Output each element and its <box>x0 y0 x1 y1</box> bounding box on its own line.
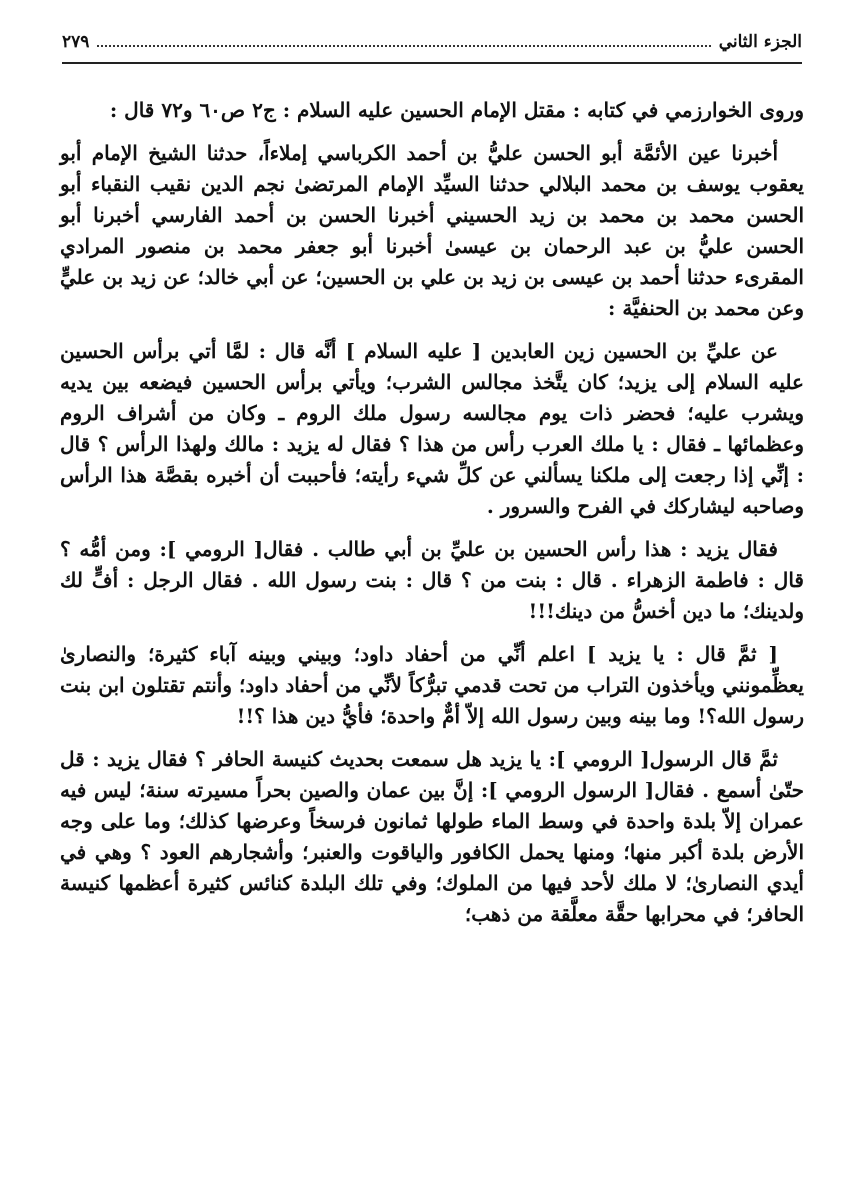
page-header <box>62 22 802 64</box>
paragraph-dialogue: فقال يزيد : هذا رأس الحسين بن عليِّ بن أبي طالب . فقال[ الرومي ]: ومن أمُّه ؟ قال : فاطمة الزهراء . قال : بنت من ؟ قال : بنت رسول الله . فقال الرجل : أفٍّ لك ولدينك؛ ما دين أخسُّ من دينك!!! <box>60 537 804 623</box>
page-number: ٢٧٩ <box>62 32 90 52</box>
volume-title: الجزء الثاني <box>718 32 802 52</box>
paragraph-roman-speech: [ ثمَّ قال : يا يزيد ] اعلم أنِّي من أحفاد داود؛ وبيني وبينه آباء كثيرة؛ والنصارىٰ يعظِّمونني ويأخذون التراب من تحت قدمي تبرُّكاً لأنِّي من أحفاد داود؛ وأنتم تقتلون ابن بنت رسول الله؟! وما بينه وبين رسول الله إلاّ أمٌّ واحدة؛ فأيُّ دين هذا ؟!! <box>60 642 804 728</box>
paragraph-church-story: ثمَّ قال الرسول[ الرومي ]: يا يزيد هل سمعت بحديث كنيسة الحافر ؟ فقال يزيد : قل حتّىٰ أسمع . فقال[ الرسول الرومي ]: إنَّ بين عمان والصين بحراً مسيرته سنة؛ ليس فيه عمران إلاّ بلدة واحدة في وسط الماء طولها ثمانون فرسخاً وعرضها كذلك؛ وما على وجه الأرض بلدة أكبر منها؛ ومنها يحمل الكافور والياقوت والعنبر؛ وأشجارهم العود ؟ وهي في أيدي النصارىٰ؛ لا ملك لأحد فيها من الملوك؛ وفي تلك البلدة كنائس كثيرة أعظمها كنيسة الحافر؛ في محرابها حقَّة معلَّقة من ذهب؛ <box>60 747 804 926</box>
header-leader-dots <box>97 37 710 47</box>
page-body <box>60 95 804 942</box>
paragraph-isnad: أخبرنا عين الأئمَّة أبو الحسن عليُّ بن أحمد الكرباسي إملاءاً، حدثنا الشيخ الإمام أبو يعقوب يوسف بن محمد البلالي حدثنا السيِّد الإمام المرتضىٰ نجم الدين نقيب النقباء أبو الحسن محمد بن محمد بن زيد الحسيني أخبرنا الحسن بن أحمد الفارسي أخبرنا أبو الحسن عليُّ بن عبد الرحمان بن عيسىٰ أخبرنا أبو جعفر محمد بن منصور المرادي المقرىء حدثنا أحمد بن عيسى بن زيد بن علي بن الحسين؛ عن أبي خالد؛ عن زيد بن عليٍّ وعن محمد بن الحنفيَّة : <box>60 141 804 320</box>
paragraph-source: وروى الخوارزمي في كتابه : مقتل الإمام الحسين عليه السلام : ج٢ ص٦٠ و٧٢ قال : <box>109 98 804 122</box>
paragraph-narration: عن عليِّ بن الحسين زين العابدين [ عليه السلام ] أنَّه قال : لمَّا أتي برأس الحسين عليه السلام إلى يزيد؛ كان يتَّخذ مجالس الشرب؛ ويأتي برأس الحسين فيضعه بين يديه ويشرب عليه؛ فحضر ذات يوم مجالسه رسول ملك الروم ـ وكان من أشراف الروم وعظمائها ـ فقال : يا ملك العرب رأس من هذا ؟ فقال له يزيد : مالك ولهذا الرأس ؟ قال : إنِّي إذا رجعت إلى ملكنا يسألني عن كلِّ شيء رأيته؛ فأحببت أن أخبره بقصَّة هذا الرأس وصاحبه ليشاركك في الفرح والسرور . <box>60 339 804 518</box>
